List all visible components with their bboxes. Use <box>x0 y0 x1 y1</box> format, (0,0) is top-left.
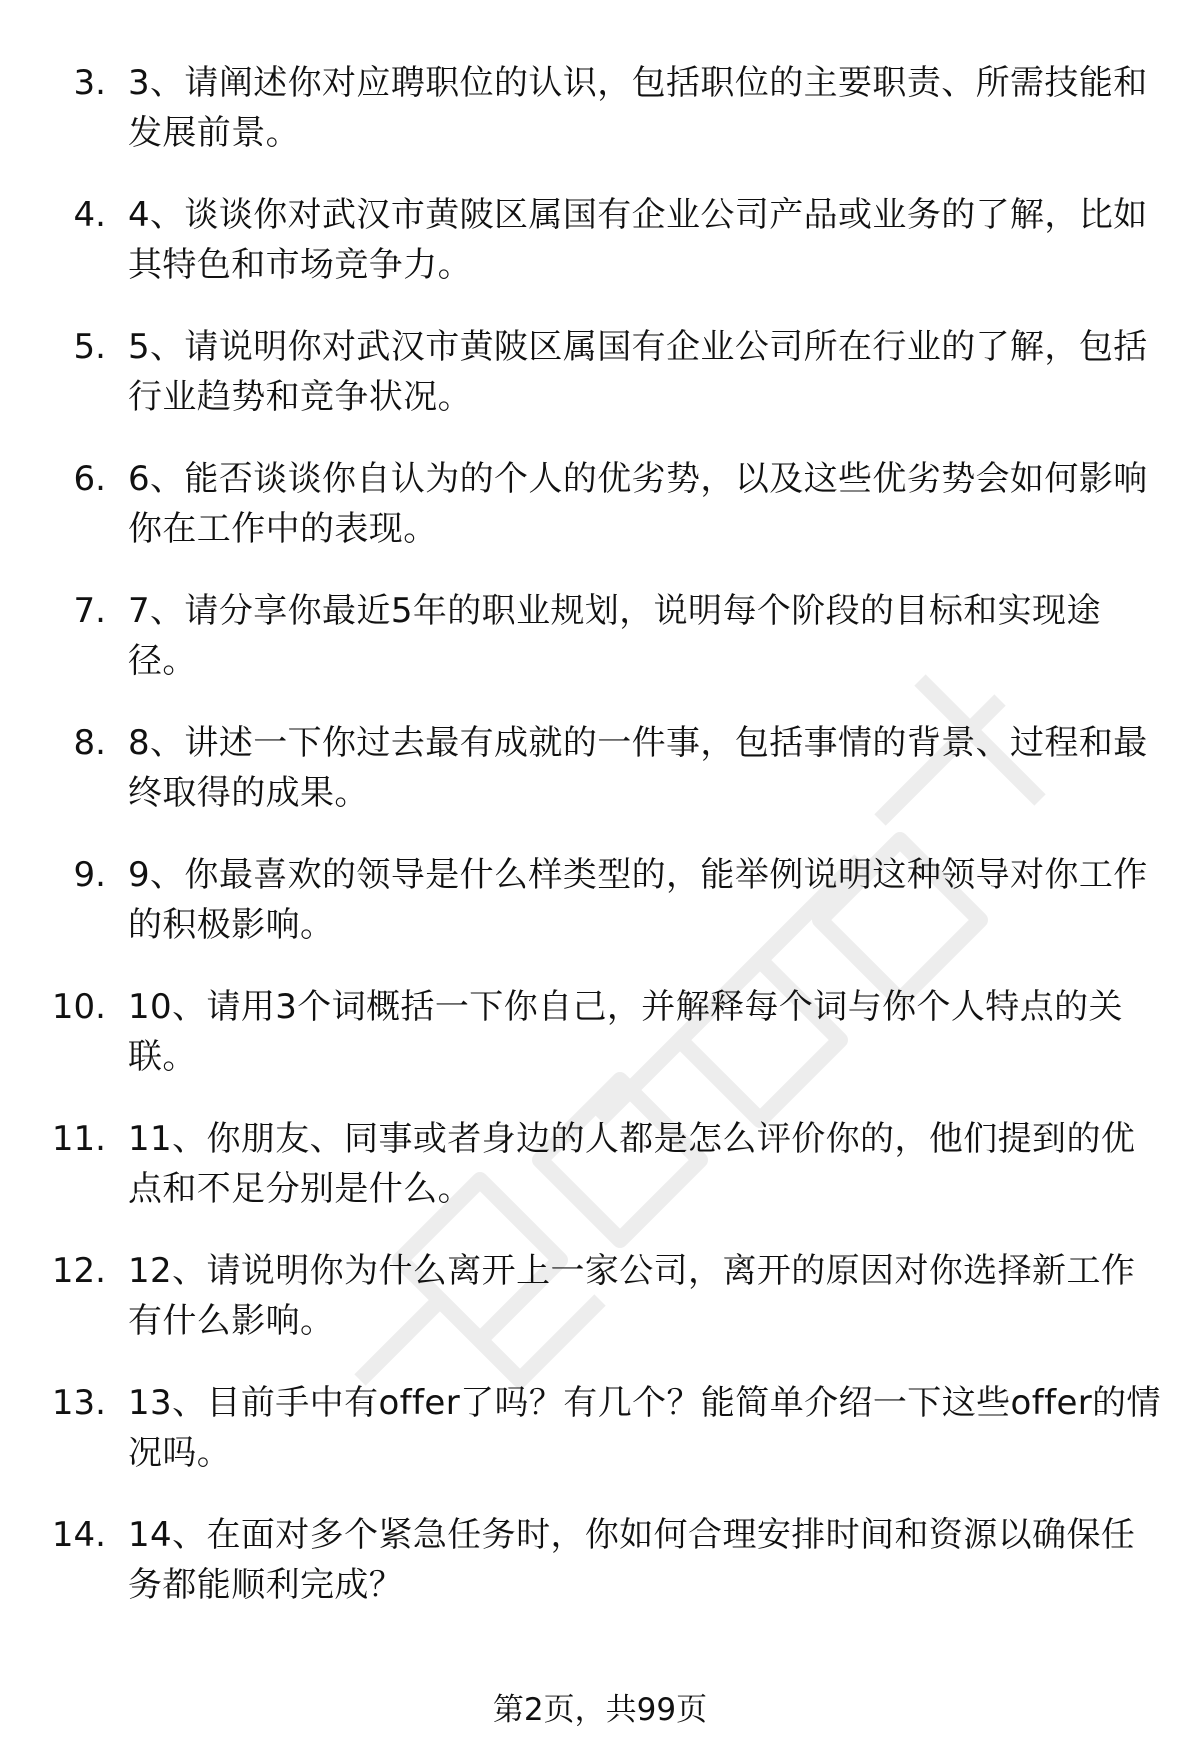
question-item <box>0 982 1200 1075</box>
question-text: 12、请说明你为什么离开上一家公司，离开的原因对你选择新工作有什么影响。 <box>128 1251 1136 1341</box>
question-item <box>0 586 1200 679</box>
question-number: 9. <box>73 855 106 895</box>
question-text: 9、你最喜欢的领导是什么样类型的，能举例说明这种领导对你工作的积极影响。 <box>128 855 1148 945</box>
question-text: 13、目前手中有offer了吗？有几个？能简单介绍一下这些offer的情况吗。 <box>128 1383 1161 1473</box>
question-text: 14、在面对多个紧急任务时，你如何合理安排时间和资源以确保任务都能顺利完成？ <box>128 1515 1136 1605</box>
question-item <box>0 58 1200 151</box>
question-number: 3. <box>73 63 106 103</box>
question-number: 10. <box>51 987 106 1027</box>
page-number-footer: 第2页，共99页 <box>492 1692 708 1728</box>
question-item <box>0 1510 1200 1603</box>
question-number: 12. <box>51 1251 106 1291</box>
question-text: 8、讲述一下你过去最有成就的一件事，包括事情的背景、过程和最终取得的成果。 <box>128 723 1148 813</box>
question-text: 7、请分享你最近5年的职业规划，说明每个阶段的目标和实现途径。 <box>128 591 1101 681</box>
question-text: 5、请说明你对武汉市黄陂区属国有企业公司所在行业的了解，包括行业趋势和竞争状况。 <box>128 327 1148 417</box>
question-text: 10、请用3个词概括一下你自己，并解释每个词与你个人特点的关联。 <box>128 987 1123 1077</box>
question-text: 11、你朋友、同事或者身边的人都是怎么评价你的，他们提到的优点和不足分别是什么。 <box>128 1119 1136 1209</box>
question-number: 4. <box>73 195 106 235</box>
question-number: 5. <box>73 327 106 367</box>
question-item <box>0 454 1200 547</box>
question-item <box>0 190 1200 283</box>
question-number: 7. <box>73 591 106 631</box>
question-item <box>0 1246 1200 1339</box>
question-number: 13. <box>51 1383 106 1423</box>
question-number: 11. <box>51 1119 106 1159</box>
question-item <box>0 1114 1200 1207</box>
question-text: 6、能否谈谈你自认为的个人的优劣势，以及这些优劣势会如何影响你在工作中的表现。 <box>128 459 1148 549</box>
question-text: 4、谈谈你对武汉市黄陂区属国有企业公司产品或业务的了解，比如其特色和市场竞争力。 <box>128 195 1148 285</box>
question-item <box>0 850 1200 943</box>
question-item <box>0 718 1200 811</box>
question-list <box>0 58 1200 1642</box>
question-item <box>0 1378 1200 1471</box>
question-number: 8. <box>73 723 106 763</box>
question-number: 6. <box>73 459 106 499</box>
question-number: 14. <box>51 1515 106 1555</box>
question-item <box>0 322 1200 415</box>
question-text: 3、请阐述你对应聘职位的认识，包括职位的主要职责、所需技能和发展前景。 <box>128 63 1148 153</box>
